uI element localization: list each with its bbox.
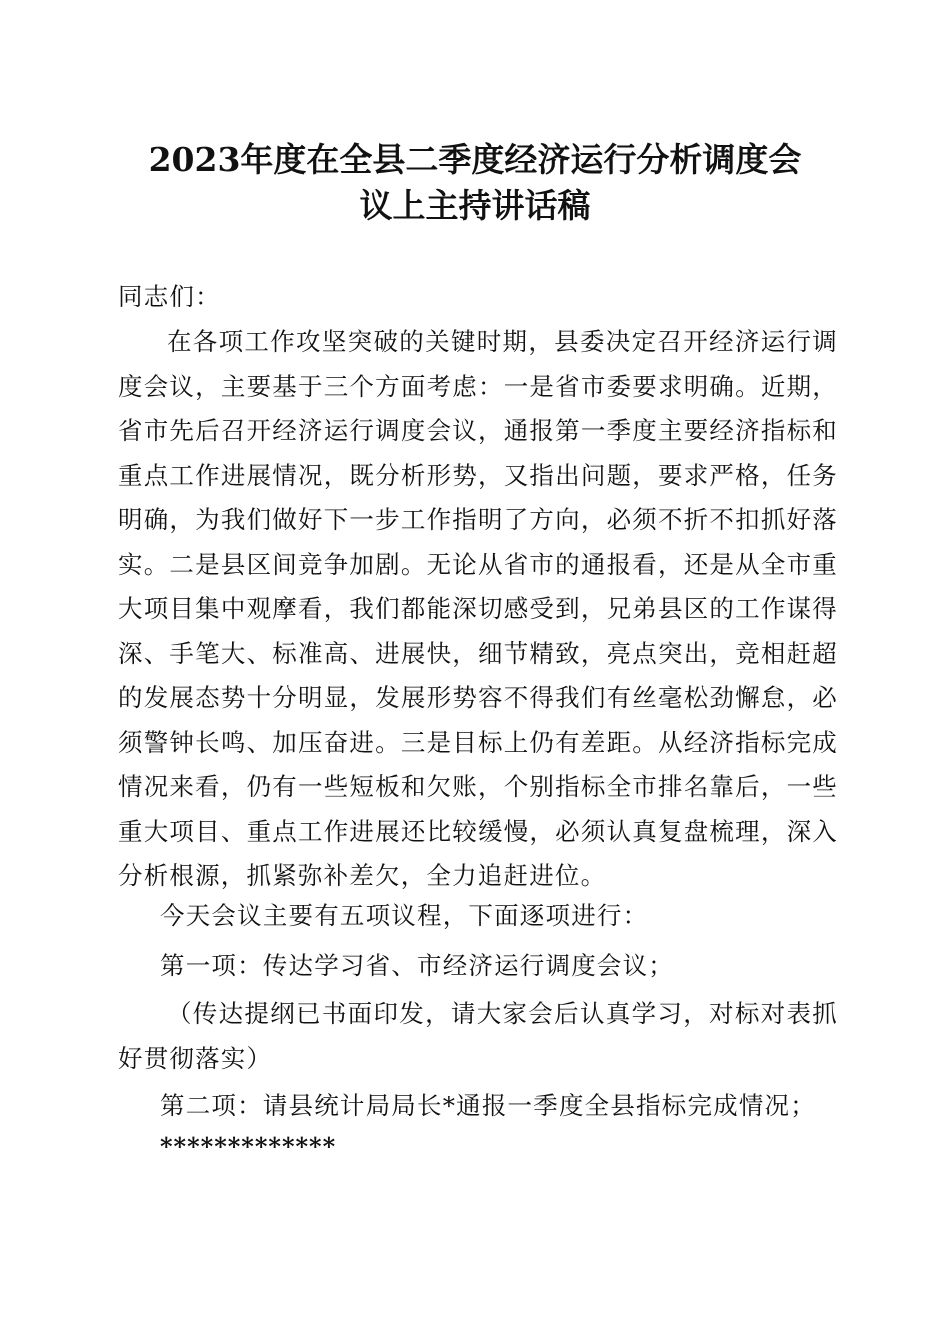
placeholder-stars: *************: [160, 1132, 337, 1161]
agenda-item-1-note: （传达提纲已书面印发，请大家会后认真学习，对标对表抓好贯彻落实）: [118, 999, 838, 1073]
opening-paragraph: 在各项工作攻坚突破的关键时期，县委决定召开经济运行调度会议，主要基于三个方面考虑：一是省市委要求明确。近期，省市先后召开经济运行调度会议，通报第一季度主要经济指标和重点工作进展情况，既分析形势，又指出问题，要求严格，任务明确，为我们做好下一步工作指明了方向，必须不折不扣抓好落实。二是县区间竞争加剧。无论从省市的通报看，还是从全市重大项目集中观摩看，我们都能深切感受到，兄弟县区的工作谋得深、手笔大、标准高、进展快，细节精致，亮点突出，竞相赶超的发展态势十分明显，发展形势容不得我们有丝毫松劲懈怠，必须警钟长鸣、加压奋进。三是目标上仍有差距。从经济指标完成情况来看，仍有一些短板和欠账，个别指标全市排名靠后，一些重大项目、重点工作进展还比较缓慢，必须认真复盘梳理，深入分析根源，抓紧弥补差欠，全力追赶进位。: [118, 327, 838, 890]
document-title-line-1: 2023年度在全县二季度经济运行分析调度会: [148, 140, 802, 179]
agenda-item-2: 第二项：请县统计局局长*通报一季度全县指标完成情况；: [160, 1091, 816, 1120]
agenda-item-1: 第一项：传达学习省、市经济运行调度会议；: [160, 951, 674, 980]
document-title-line-2: 议上主持讲话稿: [359, 186, 591, 225]
salutation: 同志们：: [118, 282, 221, 311]
agenda-intro: 今天会议主要有五项议程，下面逐项进行：: [160, 901, 649, 930]
